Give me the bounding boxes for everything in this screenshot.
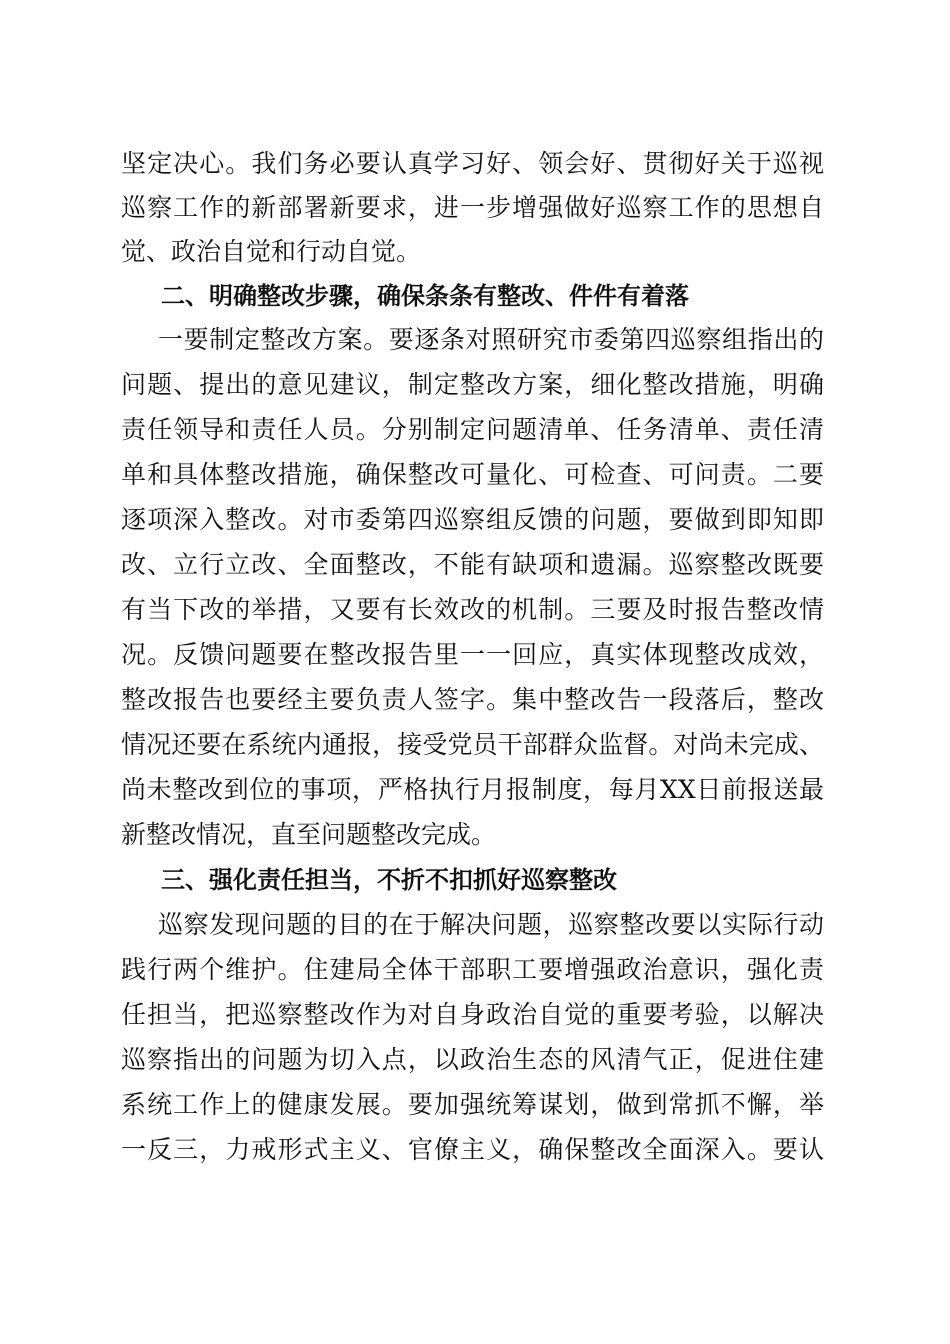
text-line: 改、立行立改、全面整改，不能有缺项和遗漏。巡察整改既要 bbox=[121, 550, 824, 579]
text-line: 任担当，把巡察整改作为对自身政治自觉的重要考验，以解决 bbox=[121, 1000, 824, 1029]
text-line: 况。反馈问题要在整改报告里一一回应，真实体现整改成效， bbox=[121, 640, 824, 669]
text-line: 单和具体整改措施，确保整改可量化、可检查、可问责。二要 bbox=[121, 460, 824, 489]
text-line: 巡察工作的新部署新要求，进一步增强做好巡察工作的思想自 bbox=[121, 193, 824, 222]
text-line: 一反三，力戒形式主义、官僚主义，确保整改全面深入。要认 bbox=[121, 1135, 824, 1164]
text-line: 一要制定整改方案。要逐条对照研究市委第四巡察组指出的 bbox=[158, 325, 824, 354]
section-heading: 二、明确整改步骤，确保条条有整改、件件有着落 bbox=[161, 282, 689, 310]
text-line: 责任领导和责任人员。分别制定问题清单、任务清单、责任清 bbox=[121, 415, 824, 444]
text-line: 践行两个维护。住建局全体干部职工要增强政治意识，强化责 bbox=[121, 955, 824, 984]
text-line: 尚未整改到位的事项，严格执行月报制度，每月XX日前报送最 bbox=[121, 775, 824, 804]
text-line: 觉、政治自觉和行动自觉。 bbox=[121, 237, 422, 266]
section-heading: 三、强化责任担当，不折不扣抓好巡察整改 bbox=[161, 866, 617, 894]
text-line: 系统工作上的健康发展。要加强统筹谋划，做到常抓不懈，举 bbox=[121, 1090, 824, 1119]
text-line: 坚定决心。我们务必要认真学习好、领会好、贯彻好关于巡视 bbox=[121, 149, 824, 178]
text-line: 情况还要在系统内通报，接受党员干部群众监督。对尚未完成、 bbox=[121, 730, 824, 759]
text-line: 逐项深入整改。对市委第四巡察组反馈的问题，要做到即知即 bbox=[121, 505, 824, 534]
text-line: 问题、提出的意见建议，制定整改方案，细化整改措施，明确 bbox=[121, 370, 824, 399]
text-line: 有当下改的举措，又要有长效改的机制。三要及时报告整改情 bbox=[121, 595, 824, 624]
text-line: 新整改情况，直至问题整改完成。 bbox=[121, 820, 497, 849]
text-line: 巡察发现问题的目的在于解决问题，巡察整改要以实际行动 bbox=[158, 910, 824, 939]
text-line: 巡察指出的问题为切入点，以政治生态的风清气正，促进住建 bbox=[121, 1045, 824, 1074]
text-line: 整改报告也要经主要负责人签字。集中整改告一段落后，整改 bbox=[121, 685, 824, 714]
